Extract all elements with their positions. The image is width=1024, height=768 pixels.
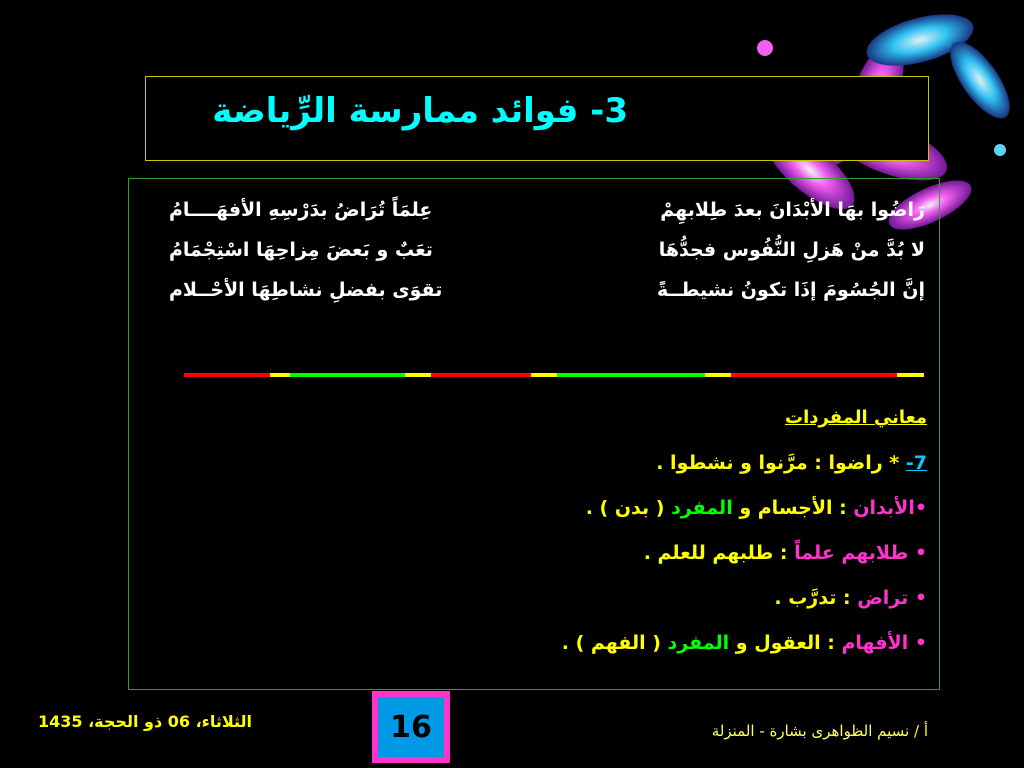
bullet: • [914,587,927,609]
bullet: • [914,632,927,654]
vocab-singular: ( بدن ) . [585,497,672,519]
vocab-word: طلابهم علماً [794,542,909,564]
verse-first-hemistich: لا بُدَّ منْ هَزلِ النُّفُوس فجدُّهَا [658,239,925,261]
content-box [128,178,940,690]
verse-second-hemistich: تقوَى بفضلِ نشاطِهَا الأحْــلام [169,279,443,301]
verse-second-hemistich: عِلمَاً تُرَاضُ بدَرْسِهِ الأفهَــــامُ [169,199,433,221]
poem [169,199,925,319]
item-number: 7- [905,452,927,474]
colored-divider [184,373,927,377]
vocab-colon: : [820,632,842,654]
vocab-meaning: العقول و [729,632,821,654]
bullet: • [914,542,927,564]
author-name: نسيم الظواهرى بشارة - المنزلة [711,722,910,740]
date-year: 1435 [38,712,83,731]
vocab-word: تراض [857,587,909,609]
page-number-box [372,691,450,763]
verse-first-hemistich: إنَّ الجُسُومَ إذَا تكونُ نشيطــةً [656,279,925,301]
page-number: 16 [378,697,444,757]
vocab-item [562,632,927,677]
date-month: ذو الحجة، [82,712,168,731]
vocab-item [562,587,927,632]
vocab-meaning: الأجسام و [732,497,833,519]
verse-second-hemistich: تعَبٌ و بَعضَ مِزاحِهَا اسْتِجْمَامُ [169,239,433,261]
date-day: الثلاثاء، [190,712,253,731]
vocab-item [562,452,927,497]
vocab-word: الأبدان [853,497,915,519]
verse-first-hemistich: رَاضُوا بهَا الأبْدَانَ بعدَ طِلابهِمْ [660,199,925,221]
vocab-colon: : [832,497,854,519]
vocab-singular-label: المفرد [671,497,733,519]
vocab-item [562,542,927,587]
poem-verse [169,239,925,279]
vocab-meaning: طلبهم للعلم . [643,542,774,564]
item-text: * راضوا : مرَّنوا و نشطوا . [656,452,906,474]
vocab-word: الأفهام [841,632,909,654]
vocab-singular-label: المفرد [667,632,730,654]
author-prefix: أ / [909,722,928,740]
date-number: 06 [167,712,190,731]
title-box [145,76,929,161]
vocab-singular: ( الفهم ) . [561,632,668,654]
vocabulary-section [562,407,927,677]
vocab-colon: : [836,587,858,609]
slide-title: 3- فوائد ممارسة الرِّياضة [212,91,628,131]
footer-date [38,712,252,731]
poem-verse [169,199,925,239]
footer-author [712,722,928,740]
poem-verse [169,279,925,319]
vocab-item [562,497,927,542]
vocab-meaning: تدرَّب . [774,587,837,609]
vocab-colon: : [773,542,795,564]
bullet: • [914,497,927,519]
vocabulary-heading: معاني المفردات [785,407,927,428]
